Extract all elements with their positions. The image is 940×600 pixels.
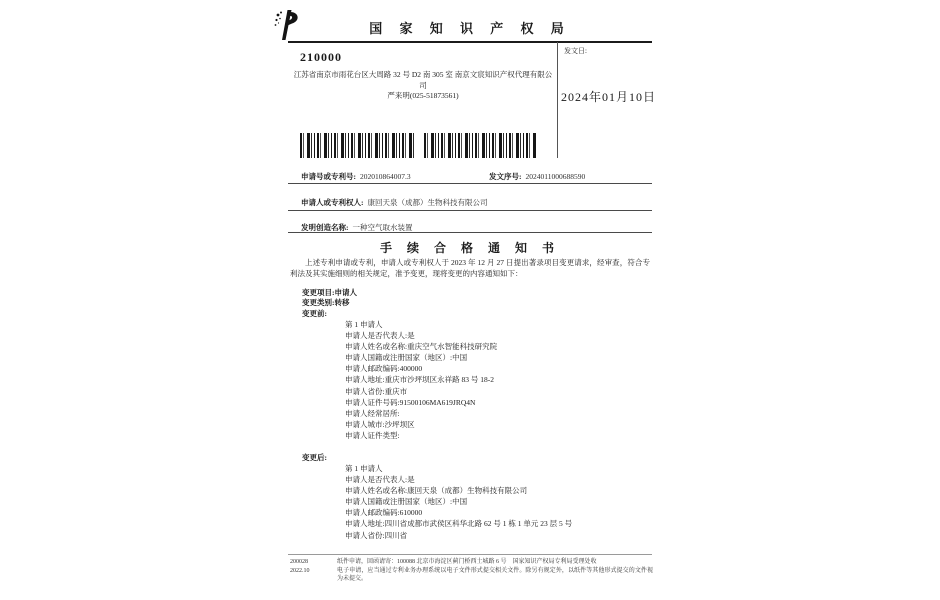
change-type: 变更类别:转移 (302, 298, 350, 308)
dispatch-date-label: 发文日: (564, 47, 587, 55)
detail-line: 申请人姓名或名称:重庆空气水智能科技研究院 (345, 342, 498, 352)
change-after-label: 变更后: (302, 453, 327, 462)
dispatch-serial-row (489, 166, 585, 184)
detail-line: 申请人姓名或名称:康回天泉（成都）生物科技有限公司 (345, 486, 528, 496)
application-number-row (301, 166, 411, 184)
footer-note-paper: 纸件申请，回函请寄：100088 北京市海淀区蓟门桥西土城路 6 号 国家知识产权局专利局受理处收 (337, 559, 597, 565)
before-change-list (345, 319, 497, 441)
notice-title: 手 续 合 格 通 知 书 (379, 241, 560, 255)
recipient-address-block (292, 70, 554, 102)
detail-line: 申请人地址:重庆市沙坪坝区永祥路 83 号 18-2 (345, 375, 494, 385)
detail-line: 申请人省份:四川省 (345, 530, 408, 540)
change-item: 变更项目:申请人 (302, 288, 357, 297)
detail-line: 申请人证件类型: (345, 430, 400, 440)
dispatch-date-value: 2024年01月10日 (561, 90, 657, 104)
form-code: 200028 (290, 559, 308, 565)
footer-notes (337, 558, 653, 584)
recipient-address: 江苏省南京市雨花台区大周路 32 号 D2 南 305 室 南京文宸知识产权代理有限公司 (293, 70, 553, 90)
detail-line: 申请人邮政编码:610000 (345, 508, 423, 518)
detail-line: 申请人地址:四川省成都市武侯区科华北路 62 号 1 栋 1 单元 23 层 5 号 (345, 519, 573, 529)
applicant-label: 申请人或专利权人: (301, 198, 364, 207)
change-summary (302, 288, 357, 319)
detail-line: 申请人城市:沙坪坝区 (345, 419, 415, 429)
detail-line: 申请人证件号码:91500106MA619JRQ4N (345, 397, 476, 407)
footer-note-electronic: 电子申请，应当通过专利业务办理系统以电子文件形式提交相关文件。除另有规定外，以纸件等其他形式提交的文件视为未提交。 (337, 567, 653, 582)
barcode-icon (300, 133, 416, 158)
barcode-icon (424, 133, 536, 158)
row-divider (288, 232, 652, 233)
invention-title-label: 发明创造名称: (301, 223, 349, 232)
row-divider (288, 183, 652, 184)
header-divider (288, 41, 652, 43)
office-title: 国 家 知 识 产 权 局 (369, 21, 571, 36)
notice-paragraph: 上述专利申请或专利，申请人或专利权人于 2023 年 12 月 27 日提出著录项目变更请求，经审查，符合专利法及其实施细则的相关规定，准予变更，现将变更的内容通知如下： (290, 258, 650, 278)
invention-title-value: 一种空气取水装置 (352, 223, 413, 232)
recipient-postal-code: 210000 (300, 50, 342, 64)
detail-line: 申请人省份:重庆市 (345, 386, 408, 396)
detail-line: 申请人是否代表人:是 (345, 475, 415, 485)
applicant-value: 康回天泉（成都）生物科技有限公司 (367, 198, 488, 207)
detail-line: 第 1 申请人 (345, 320, 383, 329)
recipient-contact: 严来明(025-51873561) (387, 91, 459, 100)
form-date: 2022.10 (290, 567, 310, 574)
detail-line: 第 1 申请人 (345, 464, 383, 473)
form-code-block (290, 558, 310, 575)
date-box-divider (557, 42, 558, 158)
applicant-row (301, 192, 488, 210)
detail-line: 申请人是否代表人:是 (345, 331, 415, 341)
footer-divider (288, 554, 652, 555)
detail-line: 申请人经常居所: (345, 408, 400, 418)
row-divider (288, 210, 652, 211)
dispatch-serial-label: 发文序号: (489, 172, 522, 181)
after-change-list (345, 463, 572, 541)
change-before-label: 变更前: (302, 308, 327, 318)
detail-line: 申请人国籍或注册国家（地区）:中国 (345, 353, 468, 363)
detail-line: 申请人邮政编码:400000 (345, 364, 423, 374)
dispatch-serial-value: 2024011000688590 (525, 172, 586, 181)
application-number-label: 申请号或专利号: (301, 172, 356, 181)
application-number-value: 202010864007.3 (360, 172, 411, 181)
detail-line: 申请人国籍或注册国家（地区）:中国 (345, 497, 468, 507)
